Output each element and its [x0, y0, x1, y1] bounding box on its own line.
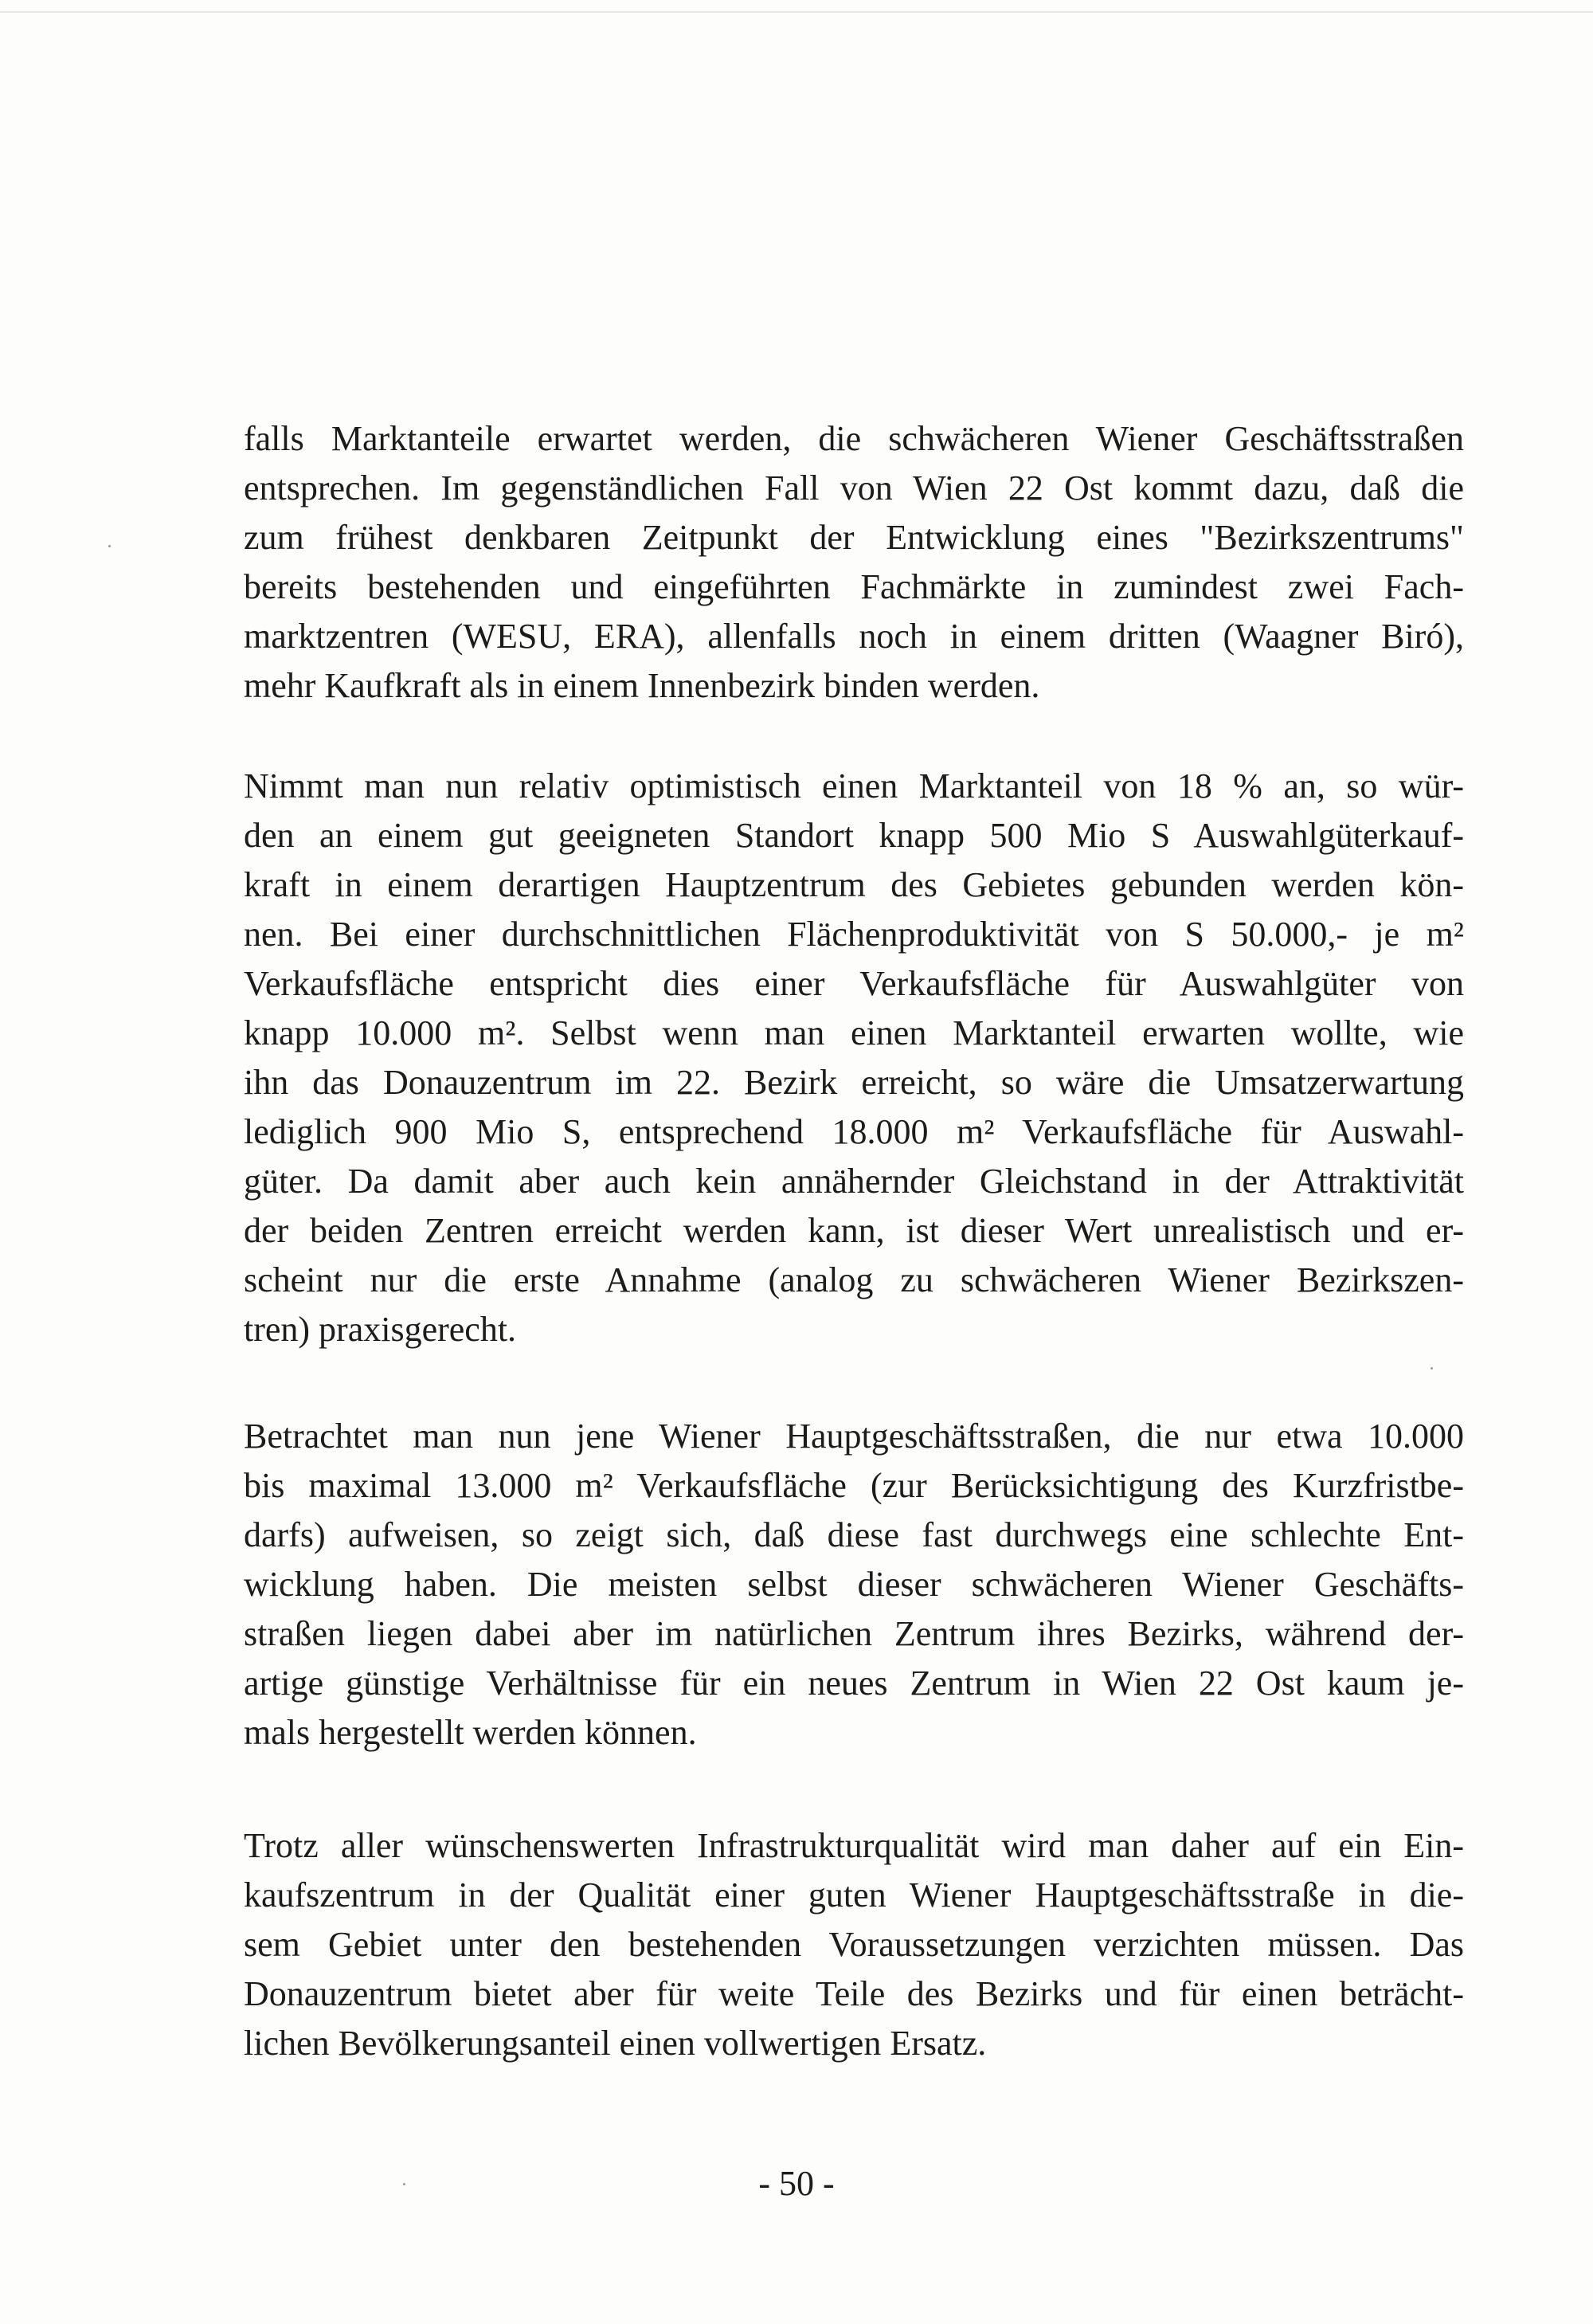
text-line: Trotz aller wünschenswerten Infrastrukturqualität wird man daher auf ein Ein-: [244, 1826, 1464, 1865]
text-line: Nimmt man nun relativ optimistisch einen Marktanteil von 18 % an, so wür-: [244, 766, 1464, 805]
text-line: lediglich 900 Mio S, entsprechend 18.000 m² Verkaufsfläche für Auswahl-: [244, 1112, 1464, 1151]
text-line: knapp 10.000 m². Selbst wenn man einen Marktanteil erwarten wollte, wie: [244, 1013, 1464, 1052]
text-line: bereits bestehenden und eingeführten Fachmärkte in zumindest zwei Fach-: [244, 567, 1464, 606]
paragraph-3: [244, 1412, 1464, 1758]
text-line: der beiden Zentren erreicht werden kann, ist dieser Wert unrealistisch und er-: [244, 1211, 1464, 1250]
text-line: ihn das Donauzentrum im 22. Bezirk erreicht, so wäre die Umsatzerwartung: [244, 1063, 1464, 1102]
text-line: darfs) aufweisen, so zeigt sich, daß diese fast durchwegs eine schlechte Ent-: [244, 1515, 1464, 1554]
text-line: artige günstige Verhältnisse für ein neues Zentrum in Wien 22 Ost kaum je-: [244, 1664, 1464, 1703]
paragraph-4: [244, 1821, 1464, 2068]
page-number: - 50 -: [758, 2164, 835, 2203]
text-line: scheint nur die erste Annahme (analog zu schwächeren Wiener Bezirkszen-: [244, 1260, 1464, 1299]
text-line: entsprechen. Im gegenständlichen Fall von Wien 22 Ost kommt dazu, daß die: [244, 468, 1464, 508]
text-line: mehr Kaufkraft als in einem Innenbezirk binden werden.: [244, 666, 1040, 705]
text-line: wicklung haben. Die meisten selbst dieser schwächeren Wiener Geschäfts-: [244, 1565, 1464, 1604]
text-line: sem Gebiet unter den bestehenden Voraussetzungen verzichten müssen. Das: [244, 1925, 1464, 1964]
text-line: kaufszentrum in der Qualität einer guten Wiener Hauptgeschäftsstraße in die-: [244, 1875, 1464, 1914]
text-line: kraft in einem derartigen Hauptzentrum des Gebietes gebunden werden kön-: [244, 865, 1464, 904]
text-line: den an einem gut geeigneten Standort knapp 500 Mio S Auswahlgüterkauf-: [244, 816, 1464, 855]
text-line: tren) praxisgerecht.: [244, 1310, 517, 1349]
scan-speck: [108, 545, 111, 547]
text-line: straßen liegen dabei aber im natürlichen Zentrum ihres Bezirks, während der-: [244, 1614, 1464, 1653]
text-line: zum frühest denkbaren Zeitpunkt der Entwicklung eines "Bezirkszentrums": [244, 518, 1464, 557]
text-line: lichen Bevölkerungsanteil einen vollwertigen Ersatz.: [244, 2024, 987, 2063]
text-line: Verkaufsfläche entspricht dies einer Verkaufsfläche für Auswahlgüter von: [244, 964, 1464, 1003]
paragraph-1: [244, 414, 1464, 711]
text-line: nen. Bei einer durchschnittlichen Flächenproduktivität von S 50.000,- je m²: [244, 915, 1464, 954]
scan-speck: [1431, 1367, 1433, 1370]
text-line: marktzentren (WESU, ERA), allenfalls noch in einem dritten (Waagner Biró),: [244, 617, 1464, 656]
page-top-edge: [0, 11, 1593, 13]
text-line: bis maximal 13.000 m² Verkaufsfläche (zur Berücksichtigung des Kurzfristbe-: [244, 1466, 1464, 1505]
text-line: Donauzentrum bietet aber für weite Teile des Bezirks und für einen beträcht-: [244, 1974, 1464, 2013]
text-line: falls Marktanteile erwartet werden, die schwächeren Wiener Geschäftsstraßen: [244, 419, 1464, 458]
text-line: Betrachtet man nun jene Wiener Hauptgeschäftsstraßen, die nur etwa 10.000: [244, 1417, 1464, 1456]
text-line: güter. Da damit aber auch kein annähernder Gleichstand in der Attraktivität: [244, 1162, 1464, 1201]
paragraph-2: [244, 762, 1464, 1354]
text-line: mals hergestellt werden können.: [244, 1713, 697, 1752]
